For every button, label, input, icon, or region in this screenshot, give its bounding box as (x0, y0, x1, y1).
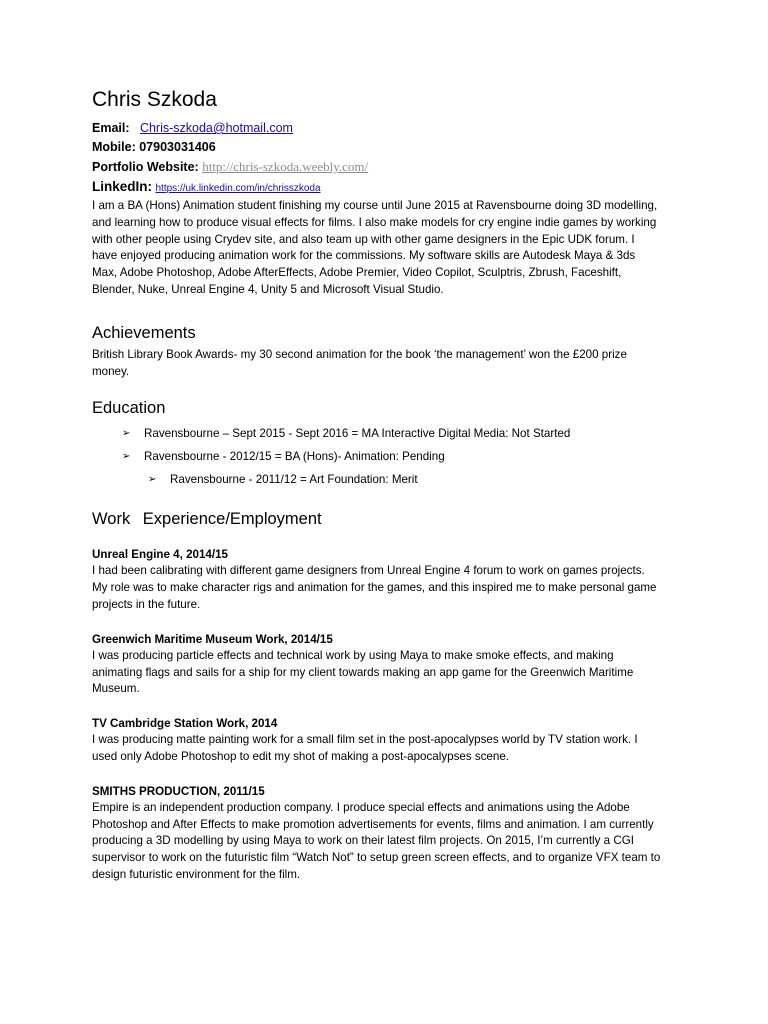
achievements-heading: Achievements (92, 323, 196, 342)
candidate-name: Chris Szkoda (92, 88, 217, 111)
portfolio-row (92, 157, 662, 177)
education-section (92, 399, 662, 491)
job-entry (92, 715, 662, 766)
portfolio-label: Portfolio Website: (92, 160, 199, 174)
job-title: TV Cambridge Station Work, 2014 (92, 717, 278, 731)
job-entry (92, 631, 662, 698)
resume-content (92, 88, 662, 884)
arrow-bullet-icon: ➢ (122, 428, 131, 440)
job-description: I was producing particle effects and technical work by using Maya to make smoke effects, and making animating flags and sails for a ship for my client towards making an app game for the Greenwich Maritime Museum. (92, 648, 634, 696)
work-section (92, 510, 662, 883)
achievements-text: British Library Book Awards- my 30 second animation for the book ‘the management’ won the £200 prize money. (92, 347, 627, 378)
mobile-row (92, 138, 662, 157)
job-description: Empire is an independent production company. I produce special effects and animations using the Adobe Photoshop and After Effects to make promotion advertisements for events, films and animation. I am currently producing a 3D modelling by using Maya to work on their latest film projects. On 2015, I’m currently a CGI supervisor to work on the futuristic film “Watch Not” to setup green screen effects, and to organize VFX team to design futuristic environment for the film. (92, 800, 661, 881)
education-item-text: Ravensbourne - 2012/15 = BA (Hons)- Animation: Pending (144, 450, 445, 464)
mobile-value: 07903031406 (139, 140, 216, 154)
linkedin-row (92, 177, 662, 198)
list-item (92, 445, 662, 468)
mobile-label: Mobile: (92, 140, 136, 154)
email-link[interactable]: Chris-szkoda@hotmail.com (139, 121, 293, 135)
achievements-section (92, 324, 662, 381)
linkedin-link[interactable]: https://uk.linkedin.com/in/chrisszkoda (155, 183, 321, 194)
job-entry (92, 546, 662, 613)
job-title: SMITHS PRODUCTION, 2011/15 (92, 784, 265, 798)
arrow-bullet-icon: ➢ (148, 474, 157, 486)
job-description: I had been calibrating with different game designers from Unreal Engine 4 forum to work on games projects. My role was to make character rigs and animation for the games, and this inspired me to make personal game projects in the future. (92, 564, 657, 611)
job-description: I was producing matte painting work for a small film set in the post-apocalypses world by TV station work. I used only Adobe Photoshop to edit my shot of making a post-apocalypses scene. (92, 733, 638, 763)
arrow-bullet-icon: ➢ (122, 451, 131, 463)
portfolio-link[interactable]: http://chris-szkoda.weebly.com/ (202, 159, 369, 174)
job-entry (92, 783, 662, 884)
contact-block (92, 119, 662, 198)
education-item-text: Ravensbourne – Sept 2015 - Sept 2016 = MA Interactive Digital Media: Not Started (144, 427, 571, 441)
education-list (92, 422, 662, 491)
summary-paragraph: I am a BA (Hons) Animation student finishing my course until June 2015 at Ravensbourne doing 3D modelling, and learning how to produce visual effects for films. I also make models for cry engine indie games by working with other people using Crydev site, and also team up with other game designers in the Epic UDK forum. I have enjoyed producing animation work for the commissions. My software skills are Autodesk Maya & 3ds Max, Adobe Photoshop, Adobe AfterEffects, Adobe Premier, Video Copilot, Sculptris, Zbrush, Faceshift, Blender, Nuke, Unreal Engine 4, Unity 5 and Microsoft Visual Studio. (92, 199, 658, 296)
email-row (92, 119, 662, 138)
email-label: Email: (92, 121, 130, 135)
job-title: Unreal Engine 4, 2014/15 (92, 548, 228, 562)
job-title: Greenwich Maritime Museum Work, 2014/15 (92, 632, 333, 646)
work-heading: Work Experience/Employment (92, 510, 322, 529)
linkedin-label: LinkedIn: (92, 179, 152, 194)
list-item (92, 468, 662, 491)
list-item (92, 422, 662, 445)
education-item-text: Ravensbourne - 2011/12 = Art Foundation: Merit (170, 473, 418, 487)
education-heading: Education (92, 399, 166, 418)
